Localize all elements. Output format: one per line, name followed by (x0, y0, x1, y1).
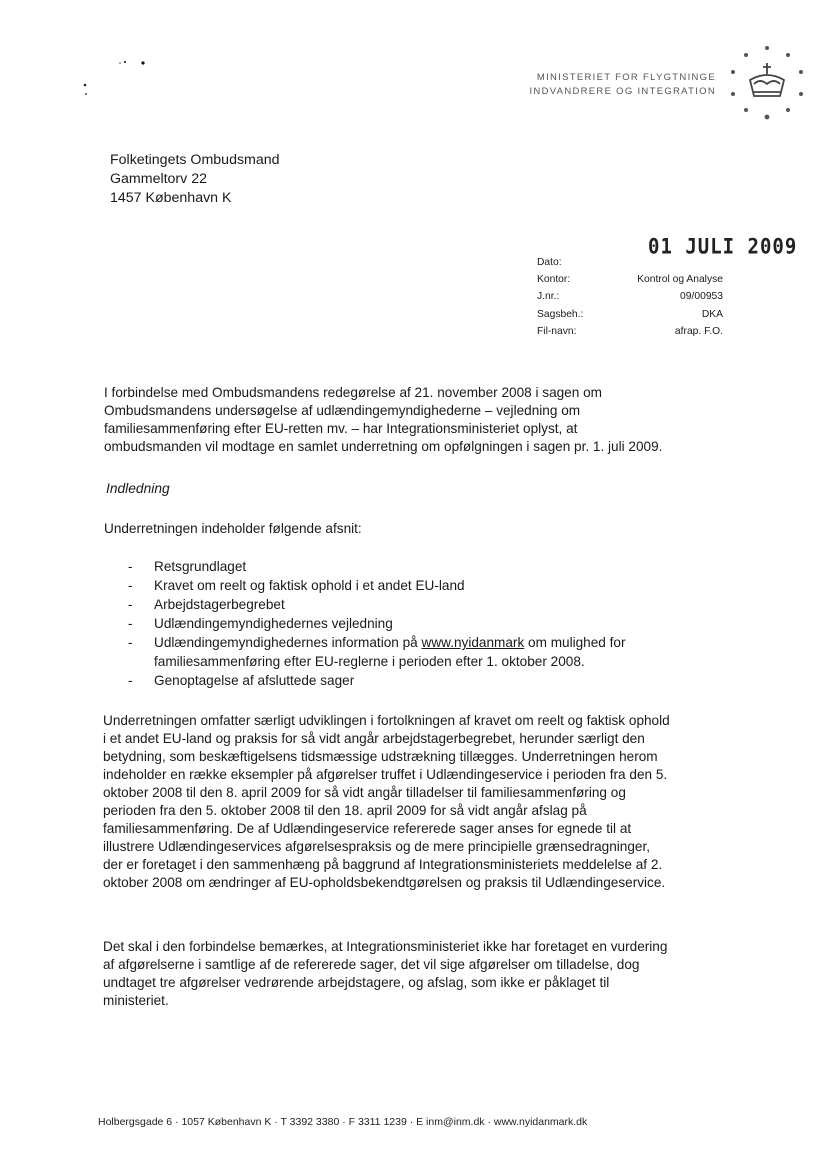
meta-row (537, 254, 723, 271)
list-item-text: Kravet om reelt og faktisk ophold i et andet EU-land (154, 578, 465, 593)
scope-paragraph: Underretningen omfatter særligt udviklingen i fortolkningen af kravet om reelt og faktisk ophold i et andet EU-land og praksis for så vidt angår arbejdstagerbegrebet, herunder særligt den betydning, som beskæftigelsens tidsmæssige udstrækning tillægges. Underretningen herom indeholder en række eksempler på afgørelser truffet i Udlændingeservice i perioden fra den 5. oktober 2008 til den 8. april 2009 for så vidt angår tilladelser til familiesammenføring og perioden fra den 5. oktober 2008 til den 18. april 2009 for så vidt angår afslag på familiesammenføring. De af Udlændingeservice refererede sager anses for egnede til at illustrere Udlændingeservices afgørelsespraksis og de mere principielle grænsedragninger, der er foretaget i den sammenhæng på baggrund af Integrationsministeriets meddelelse af 2. oktober 2008 om ændringer af EU-opholdsbekendtgørelsen og praksis til Udlændingeservice. (103, 713, 670, 890)
meta-label: Dato: (537, 257, 562, 268)
meta-row (537, 271, 723, 288)
list-item: - Arbejdstagerbegrebet (128, 597, 285, 612)
list-item: - Retsgrundlaget (128, 559, 247, 574)
list-item-text: Retsgrundlaget (154, 559, 247, 574)
list-item: - Udlændingemyndighedernes information på www.nyidanmark om mulighed for familiesammenføring efter EU-reglerne i perioden efter 1. oktober 2008. (128, 635, 626, 669)
list-item-text: Genoptagelse af afsluttede sager (154, 673, 355, 688)
meta-value: afrap. F.O. (674, 325, 723, 337)
meta-value: DKA (701, 308, 723, 320)
list-item: - Kravet om reelt og faktisk ophold i et andet EU-land (128, 578, 465, 593)
letter-metadata (537, 254, 723, 340)
meta-label: Kontor: (537, 274, 571, 286)
footer-address: Holbergsgade 6 · 1057 København K · T 3392 3380 · F 3311 1239 · E inm@inm.dk · www.nyidanmark.dk (98, 1116, 588, 1128)
section-heading: Indledning (106, 481, 170, 496)
royal-crown-crest-icon (724, 44, 810, 124)
nyidanmark-link[interactable]: www.nyidanmark (421, 635, 525, 650)
recipient-street: Gammeltorv 22 (110, 171, 207, 187)
list-item-text: Udlændingemyndighedernes vejledning (154, 616, 393, 631)
meta-value: Kontrol og Analyse (637, 274, 723, 286)
note-paragraph: Det skal i den forbindelse bemærkes, at Integrationsministeriet ikke har foretaget en vurdering af afgørelserne i samtlige af de refererede sager, det vil sige afgørelser om tilladelse, dog undtaget tre afgørelser vedrørende arbejdstagere, og afslag, som ikke er påklaget til ministeriet. (103, 939, 668, 1008)
list-item-text: om mulighed for familiesammenføring efter EU-reglerne i perioden efter 1. oktober 2008. (154, 635, 626, 669)
date-stamp: 01 JULI 2009 (648, 234, 798, 260)
meta-row (537, 306, 723, 323)
list-item: - Udlændingemyndighedernes vejledning (128, 616, 393, 631)
intro-paragraph: I forbindelse med Ombudsmandens redegørelse af 21. november 2008 i sagen om Ombudsmandens undersøgelse af udlændingemyndighederne – vejledning om familiesammenføring efter EU-retten mv. – har Integrationsministeriet oplyst, at ombudsmanden vil modtage en samlet underretning om opfølgningen i sagen pr. 1. juli 2009. (104, 385, 663, 454)
meta-label: J.nr.: (537, 291, 560, 303)
list-item: - Genoptagelse af afsluttede sager (128, 673, 355, 688)
recipient-city: 1457 København K (110, 190, 232, 206)
list-intro: Underretningen indeholder følgende afsnit: (104, 521, 362, 536)
list-item-text: Udlændingemyndighedernes information på (154, 635, 422, 650)
meta-value: 09/00953 (680, 291, 723, 303)
ministry-name (520, 71, 716, 99)
list-item-text: Arbejdstagerbegrebet (154, 597, 285, 612)
meta-label: Fil-navn: (537, 325, 577, 337)
scan-specks (80, 58, 160, 98)
recipient-name: Folketingets Ombudsmand (110, 152, 280, 168)
section-list (126, 557, 686, 690)
meta-row (537, 288, 723, 305)
ministry-line-2: INDVANDRERE OG INTEGRATION (529, 86, 716, 97)
meta-row (537, 323, 723, 340)
ministry-line-1: MINISTERIET FOR FLYGTNINGE (536, 72, 716, 83)
recipient-address (110, 151, 280, 208)
meta-label: Sagsbeh.: (537, 308, 584, 320)
